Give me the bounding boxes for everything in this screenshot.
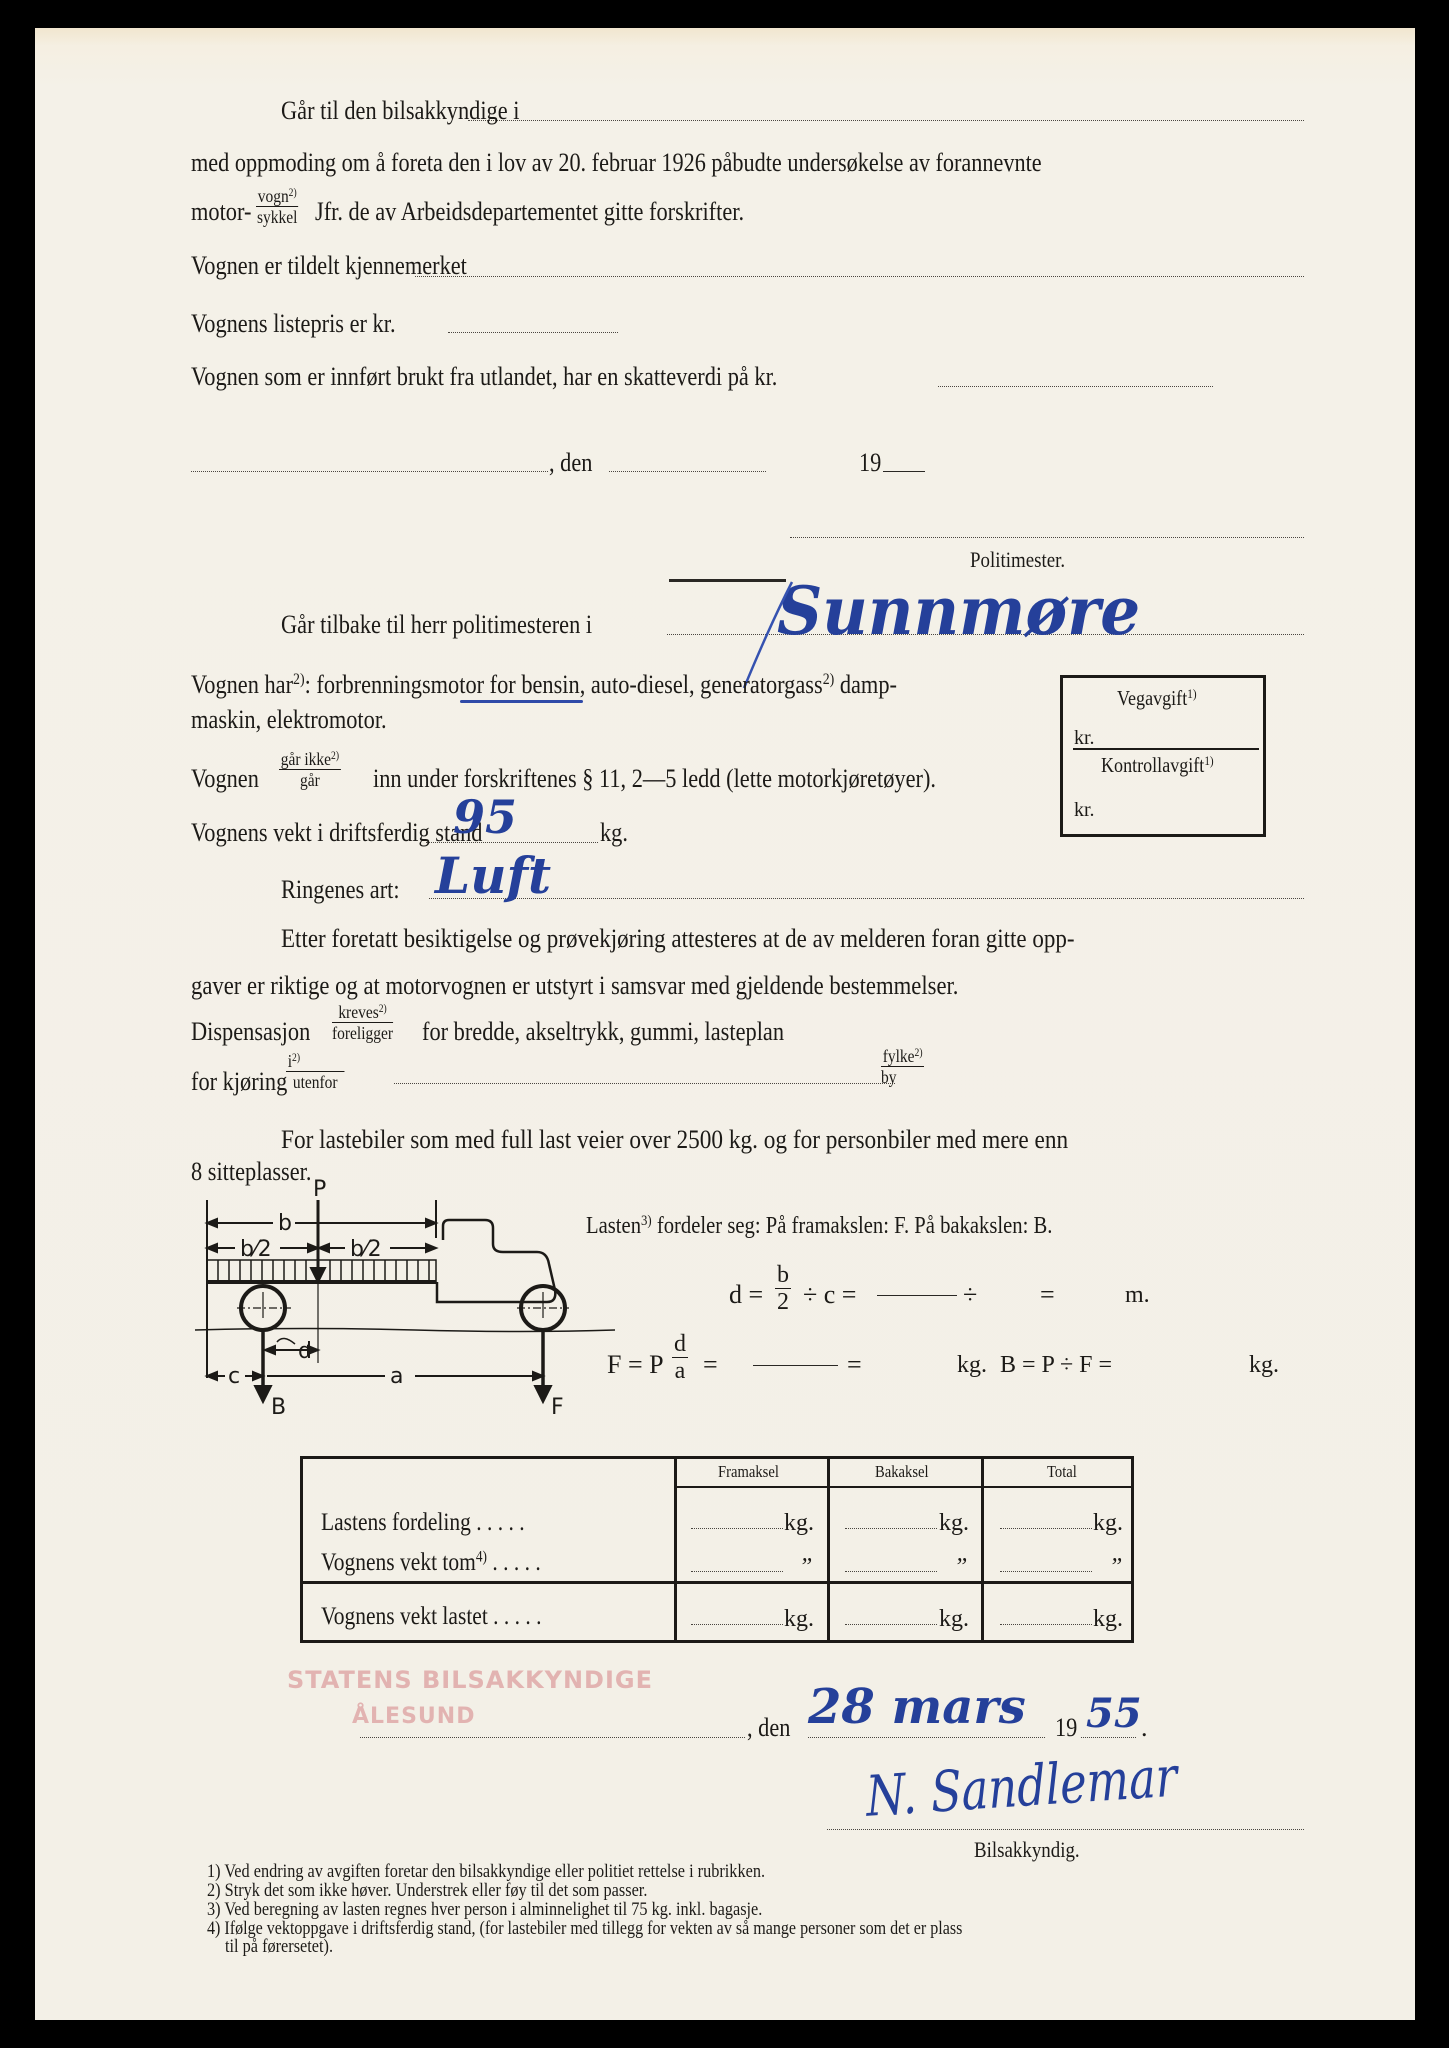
kjennemerke-label: Vognen er tildelt kjennemerket — [191, 251, 467, 280]
motor-prefix: motor- — [191, 197, 252, 226]
year-prefix-2: 19 — [1055, 1713, 1078, 1742]
label-a: a — [390, 1364, 404, 1389]
cell-tom-bakaksel[interactable] — [845, 1571, 937, 1572]
har-word: har — [264, 670, 294, 699]
footnote-4: 4) Ifølge vektoppgave i driftsferdig stand, (for lastebiler med tillegg for vekten av så mange personer som det er plass — [207, 1919, 963, 1939]
truck-cab — [437, 1220, 555, 1302]
disp-label: Dispensasjon — [191, 1017, 311, 1046]
fraction-sykkel: sykkel — [256, 207, 298, 227]
vognen-har-line — [191, 671, 897, 699]
date-field-1[interactable] — [609, 471, 766, 472]
fraction-foreligger: foreligger — [332, 1023, 394, 1043]
vegavgift-kr: kr. — [1074, 727, 1095, 749]
vekt-handwritten: 95 — [453, 790, 518, 844]
skatteverdi-label: Vognen som er innført brukt fra utlandet, har en skatteverdi på kr. — [191, 362, 778, 391]
label-c: c — [228, 1364, 241, 1389]
truck-load-diagram — [185, 1178, 635, 1428]
vekt-label: Vognens vekt i driftsferdig stand — [191, 818, 483, 847]
kjoring-fraction: $i^{2)}$ utenfor — [286, 1051, 344, 1092]
place-field-2[interactable] — [360, 1737, 745, 1738]
d-formula-lhs: d = — [729, 1280, 764, 1309]
skatteverdi-field[interactable] — [938, 386, 1213, 387]
fraction-i: i — [287, 1051, 293, 1071]
year-field-2[interactable] — [1081, 1737, 1136, 1738]
motor-type-text-3: damp- — [834, 670, 897, 699]
footnote-3: 3) Ved beregning av lasten regnes hver person i alminnelighet til 75 kg. inkl. bagasje. — [207, 1900, 763, 1920]
fraction-gaar: går — [299, 770, 320, 790]
motor-vogn-sykkel-fraction — [256, 186, 298, 227]
unit-kg: kg. — [1093, 1606, 1123, 1632]
kjoring-field[interactable] — [394, 1083, 895, 1084]
d-formula-mid: ÷ c = — [803, 1280, 857, 1309]
cell-lastet-total[interactable] — [1000, 1624, 1092, 1625]
motor-type-text: : forbrenningsmotor — [304, 670, 490, 699]
label-b: b — [278, 1211, 292, 1236]
listepris-field[interactable] — [448, 332, 618, 333]
b-formula: B = P ÷ F = — [1000, 1352, 1113, 1378]
date-handwritten: 28 mars — [808, 1679, 1026, 1735]
row-lastens-fordeling-label: Lastens fordeling . . . . . — [321, 1509, 525, 1536]
gaar-ikke-fraction: går ikke$^{2)}$ går — [280, 749, 340, 790]
den-label-2: , den — [747, 1713, 791, 1742]
unit-kg: kg. — [939, 1510, 969, 1536]
stamp-line-2: ÅLESUND — [352, 1704, 476, 1729]
politimester-signature-field[interactable] — [790, 537, 1304, 538]
row-vekt-tom-label: Vognens vekt tom$^{4)}$ . . . . . — [321, 1548, 541, 1576]
header-framaksel: Framaksel — [718, 1462, 779, 1481]
header-bakaksel: Bakaksel — [875, 1462, 929, 1481]
place-field-1[interactable] — [191, 471, 548, 472]
d-formula-fraction: $\frac{b}{2}$ — [777, 1262, 789, 1315]
document-page — [35, 28, 1415, 2020]
handwritten-underline-bensin — [460, 700, 583, 703]
motor-type-text-2: auto-diesel, generatorgass — [585, 670, 823, 699]
ditto-mark: ” — [954, 1554, 968, 1580]
load-distribution-table — [300, 1456, 1134, 1643]
bilsakkyndig-signature-field[interactable] — [827, 1829, 1304, 1830]
kjoring-label: for kjøring — [191, 1067, 288, 1096]
vekt-unit: kg. — [600, 818, 628, 847]
cell-lastet-bakaksel[interactable] — [845, 1624, 937, 1625]
d-formula-div: ÷ — [963, 1280, 978, 1309]
vegavgift-label: Vegavgift$^{1)}$ — [1117, 685, 1197, 710]
f-formula-fraction: $\frac{d}{a}$ — [674, 1331, 686, 1384]
ditto-mark: ” — [799, 1554, 813, 1580]
den-label-1: , den — [549, 448, 593, 477]
unit-kg: kg. — [1093, 1510, 1123, 1536]
gaar-suffix: inn under forskriftenes § 11, 2—5 ledd (lette motorkjøretøyer). — [373, 764, 936, 793]
date-field-2[interactable] — [808, 1737, 1045, 1738]
laste-line-2: 8 sitteplasser. — [191, 1157, 312, 1186]
label-b-half-left: b⁄2 — [240, 1237, 272, 1262]
cell-fordeling-total[interactable] — [1000, 1528, 1092, 1529]
kontrollavgift-kr: kr. — [1074, 799, 1095, 821]
unit-kg: kg. — [784, 1606, 814, 1632]
footnote-1: 1) Ved endring av avgiften foretar den bilsakkyndige eller politiet rettelse i rubrikken. — [207, 1862, 766, 1882]
lasten-line: Lasten$^{3)}$ fordeler seg: På framakslen: F. På bakakslen: B. — [586, 1212, 1053, 1239]
footnote-ref: 2) — [822, 671, 835, 689]
f-formula-unit: kg. — [957, 1352, 987, 1378]
fylke-by-fraction: fylke$^{2)}$ by — [881, 1046, 923, 1087]
footnote-ref: 2) — [293, 671, 305, 689]
footnote-ref: 2) — [288, 186, 297, 199]
bensin-option-selected: for bensin, — [489, 670, 586, 699]
row-vekt-lastet-label: Vognens vekt lastet . . . . . — [321, 1603, 542, 1630]
unit-kg: kg. — [939, 1606, 969, 1632]
fraction-fylke: fylke — [882, 1046, 915, 1066]
ringer-label: Ringenes art: — [281, 875, 400, 904]
cell-fordeling-bakaksel[interactable] — [845, 1528, 937, 1529]
gaar-prefix: Vognen — [191, 764, 259, 793]
fee-divider — [1073, 748, 1259, 750]
line-gaar-til-label: Går til den bilsakkyndige i — [281, 96, 520, 125]
cell-tom-total[interactable] — [1000, 1571, 1092, 1572]
bilsakkyndige-place-field[interactable] — [468, 120, 1304, 121]
header-total: Total — [1047, 1462, 1077, 1481]
year-period: . — [1141, 1713, 1148, 1742]
signature-handwritten: N. Sandlemar — [864, 1744, 1179, 1830]
cell-fordeling-framaksel[interactable] — [691, 1528, 783, 1529]
label-p: P — [313, 1178, 327, 1202]
tilbake-label: Går tilbake til herr politimesteren i — [281, 610, 593, 639]
ringer-field[interactable] — [429, 898, 1304, 899]
footnote-2: 2) Stryk det som ikke høver. Understrek eller føy til det som passer. — [207, 1881, 648, 1901]
line-oppmoding: med oppmoding om å foreta den i lov av 20. februar 1926 påbudte undersøkelse av forannevnte — [191, 148, 1042, 177]
kontrollavgift-label: Kontrollavgift$^{1)}$ — [1101, 752, 1214, 777]
attest-line-2: gaver er riktige og at motorvognen er utstyrt i samsvar med gjeldende bestemmelser. — [191, 971, 959, 1000]
cell-lastet-framaksel[interactable] — [691, 1624, 783, 1625]
vognen-word: Vognen — [191, 670, 259, 699]
fraction-utenfor: utenfor — [292, 1072, 338, 1092]
footnote-4-continued: til på førersetet). — [225, 1937, 334, 1957]
fraction-by: by — [881, 1067, 897, 1087]
year-prefix-1: 19 — [859, 448, 882, 477]
b-formula-unit: kg. — [1249, 1352, 1279, 1378]
label-b-half-right: b⁄2 — [350, 1237, 382, 1262]
f-formula-field[interactable] — [753, 1365, 838, 1366]
unit-kg: kg. — [784, 1510, 814, 1536]
attest-line-1: Etter foretatt besiktigelse og prøvekjøring attesteres at de av melderen foran gitte opp- — [281, 924, 1075, 953]
label-B: B — [271, 1395, 287, 1420]
stamp-line-1: STATENS BILSAKKYNDIGE — [287, 1666, 653, 1694]
f-formula-eq2: = — [847, 1350, 862, 1379]
label-d: d — [298, 1339, 312, 1364]
f-formula-lhs: F = P — [607, 1350, 664, 1379]
fee-box — [1060, 675, 1266, 837]
cell-tom-framaksel[interactable] — [691, 1571, 783, 1572]
label-F: F — [551, 1395, 564, 1420]
fraction-gaar-ikke: går ikke — [280, 749, 332, 769]
kjennemerke-field[interactable] — [415, 276, 1304, 277]
year-field-1[interactable] — [883, 471, 925, 472]
year-handwritten: 55 — [1086, 1690, 1142, 1737]
d-formula-field-1[interactable] — [877, 1295, 957, 1296]
d-formula-unit: m. — [1125, 1282, 1150, 1308]
listepris-label: Vognens listepris er kr. — [191, 309, 396, 338]
disp-fraction: kreves$^{2)}$ foreligger — [332, 1002, 394, 1043]
fraction-kreves: kreves — [338, 1002, 379, 1022]
motor-suffix: Jfr. de av Arbeidsdepartementet gitte forskrifter. — [315, 197, 745, 226]
fraction-vogn: vogn — [257, 186, 289, 206]
bilsakkyndig-label: Bilsakkyndig. — [974, 1837, 1080, 1862]
tilbake-place-handwritten: Sunnmøre — [777, 572, 1141, 650]
politimester-label: Politimester. — [970, 547, 1066, 572]
ditto-mark: ” — [1109, 1554, 1123, 1580]
vognen-har-line-2: maskin, elektromotor. — [191, 705, 387, 734]
ringer-handwritten: Luft — [435, 846, 552, 905]
d-formula-eq: = — [1040, 1280, 1055, 1309]
laste-line-1: For lastebiler som med full last veier over 2500 kg. og for personbiler med mere enn — [281, 1125, 1069, 1154]
disp-suffix: for bredde, akseltrykk, gummi, lasteplan — [422, 1017, 785, 1046]
f-formula-eq1: = — [703, 1350, 718, 1379]
